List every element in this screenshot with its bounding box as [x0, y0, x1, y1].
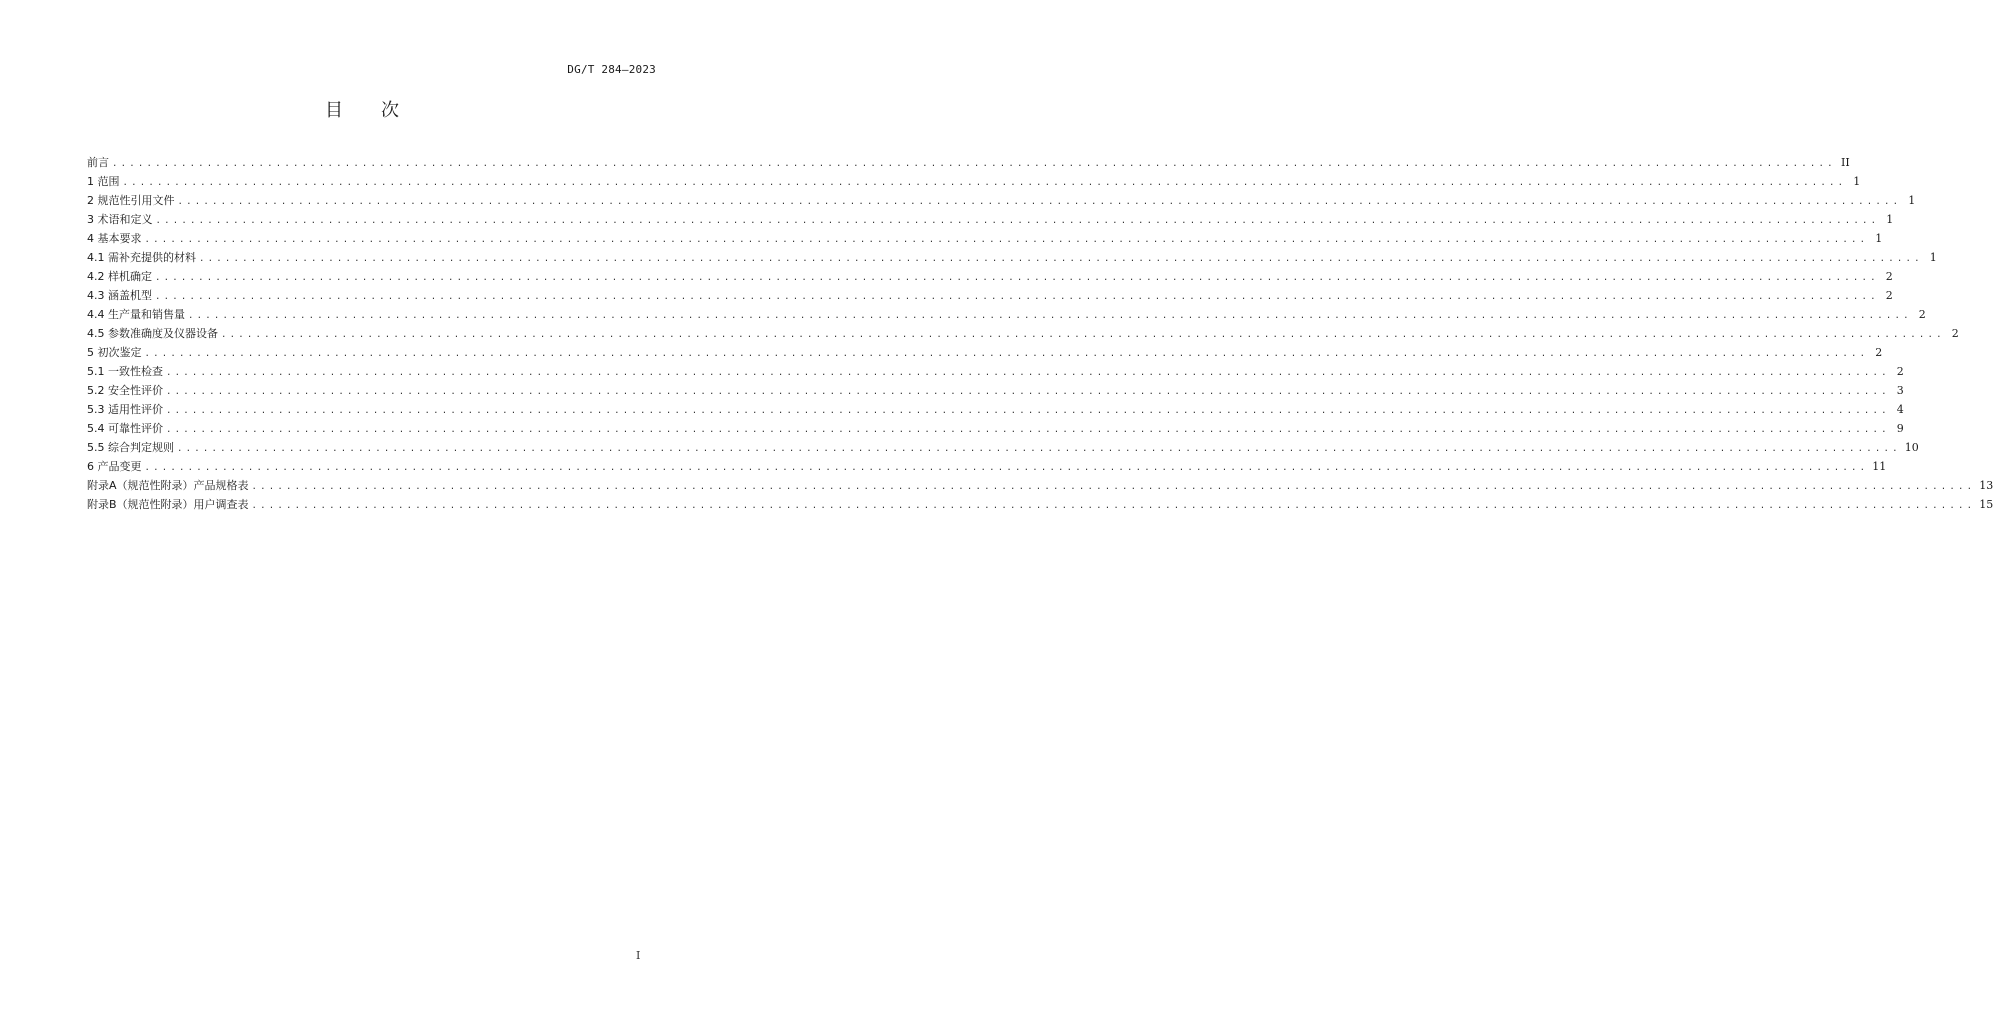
toc-entry[interactable] [87, 495, 1993, 514]
toc-entry-label: 5.4 可靠性评价 [87, 422, 163, 435]
title-part-2: 次 [381, 100, 399, 121]
toc-entry-label: 4 基本要求 [87, 232, 142, 245]
toc-leader-dots: ........................................................................................................................................................................................................ [177, 444, 1901, 454]
toc-entry-page: 15 [1979, 498, 1993, 511]
toc-entry-page: 2 [1951, 327, 1959, 340]
toc-entry-page: 2 [1885, 270, 1893, 283]
toc-entry-page: 9 [1896, 422, 1904, 435]
toc-entry[interactable] [87, 476, 1993, 495]
toc-entry-page: 4 [1896, 403, 1904, 416]
toc-entry-label: 附录A（规范性附录）产品规格表 [87, 479, 249, 492]
toc-entry-page: 1 [1875, 232, 1883, 245]
toc-entry-label: 5.1 一致性检查 [87, 365, 163, 378]
toc-leader-dots: ........................................................................................................................................................................................................ [177, 197, 1902, 207]
toc-entry[interactable] [87, 210, 1894, 229]
toc-entry[interactable] [87, 324, 1959, 343]
toc-leader-dots: ........................................................................................................................................................................................................ [221, 330, 1945, 340]
toc-entry-label: 5.5 综合判定规则 [87, 441, 174, 454]
toc-entry[interactable] [87, 267, 1893, 286]
toc-entry-page: 13 [1979, 479, 1993, 492]
toc-leader-dots: ........................................................................................................................................................................................................ [166, 406, 1890, 416]
toc-entry-label: 4.2 样机确定 [87, 270, 152, 283]
toc-entry-page: II [1841, 156, 1850, 169]
toc-entry-page: 2 [1875, 346, 1883, 359]
toc-entry[interactable] [87, 343, 1883, 362]
toc-entry[interactable] [87, 438, 1919, 457]
toc-entry-page: 2 [1885, 289, 1893, 302]
toc-entry-label: 1 范围 [87, 175, 120, 188]
toc-entry-label: 2 规范性引用文件 [87, 194, 175, 207]
toc-entry-page: 11 [1872, 460, 1887, 473]
toc-leader-dots: ........................................................................................................................................................................................................ [166, 387, 1890, 397]
toc-leader-dots: ........................................................................................................................................................................................................ [144, 235, 1869, 245]
toc-leader-dots: ........................................................................................................................................................................................................ [251, 482, 1976, 492]
toc-leader-dots: ........................................................................................................................................................................................................ [251, 501, 1976, 511]
toc-entry-page: 3 [1896, 384, 1904, 397]
toc-leader-dots: ........................................................................................................................................................................................................ [144, 463, 1869, 473]
toc-entry[interactable] [87, 153, 1850, 172]
toc-entry-label: 附录B（规范性附录）用户调查表 [87, 498, 249, 511]
toc-entry-page: 1 [1929, 251, 1937, 264]
toc-entry-label: 4.3 涵盖机型 [87, 289, 152, 302]
toc-entry[interactable] [87, 248, 1937, 267]
toc-entry-page: 2 [1896, 365, 1904, 378]
toc-entry-label: 3 术语和定义 [87, 213, 153, 226]
toc-entry-label: 5.3 适用性评价 [87, 403, 163, 416]
toc-entry[interactable] [87, 229, 1883, 248]
toc-entry-page: 1 [1908, 194, 1916, 207]
toc-entry-page: 1 [1886, 213, 1894, 226]
toc-entry-label: 6 产品变更 [87, 460, 142, 473]
toc-entry-label: 前言 [87, 156, 109, 169]
toc-entry[interactable] [87, 305, 1926, 324]
toc-leader-dots: ........................................................................................................................................................................................................ [166, 368, 1890, 378]
toc-entry[interactable] [87, 381, 1904, 400]
toc-leader-dots: ........................................................................................................................................................................................................ [112, 159, 1836, 169]
toc-entry[interactable] [87, 172, 1861, 191]
toc-leader-dots: ........................................................................................................................................................................................................ [144, 349, 1869, 359]
toc-leader-dots: ........................................................................................................................................................................................................ [155, 216, 1880, 226]
toc-leader-dots: ........................................................................................................................................................................................................ [122, 178, 1847, 188]
toc-entry-label: 5.2 安全性评价 [87, 384, 163, 397]
toc-leader-dots: ........................................................................................................................................................................................................ [155, 292, 1879, 302]
toc-entry[interactable] [87, 419, 1904, 438]
document-code: DG/T 284—2023 [567, 63, 656, 76]
toc-leader-dots: ........................................................................................................................................................................................................ [155, 273, 1879, 283]
toc-entry-label: 4.1 需补充提供的材料 [87, 251, 196, 264]
toc-entry-label: 4.5 参数准确度及仪器设备 [87, 327, 218, 340]
toc-entry-label: 4.4 生产量和销售量 [87, 308, 185, 321]
toc-entry[interactable] [87, 400, 1904, 419]
page-title [0, 96, 724, 122]
toc-leader-dots: ........................................................................................................................................................................................................ [199, 254, 1923, 264]
toc-entry[interactable] [87, 286, 1893, 305]
toc-leader-dots: ........................................................................................................................................................................................................ [188, 311, 1912, 321]
title-part-1: 目 [325, 100, 343, 121]
toc-entry-page: 1 [1853, 175, 1861, 188]
page-number: I [636, 949, 641, 962]
toc-entry[interactable] [87, 362, 1904, 381]
toc-entry-label: 5 初次鉴定 [87, 346, 142, 359]
toc-entry-page: 2 [1918, 308, 1926, 321]
toc-entry-page: 10 [1904, 441, 1919, 454]
table-of-contents [87, 153, 1993, 514]
toc-entry[interactable] [87, 457, 1887, 476]
toc-entry[interactable] [87, 191, 1916, 210]
toc-leader-dots: ........................................................................................................................................................................................................ [166, 425, 1890, 435]
